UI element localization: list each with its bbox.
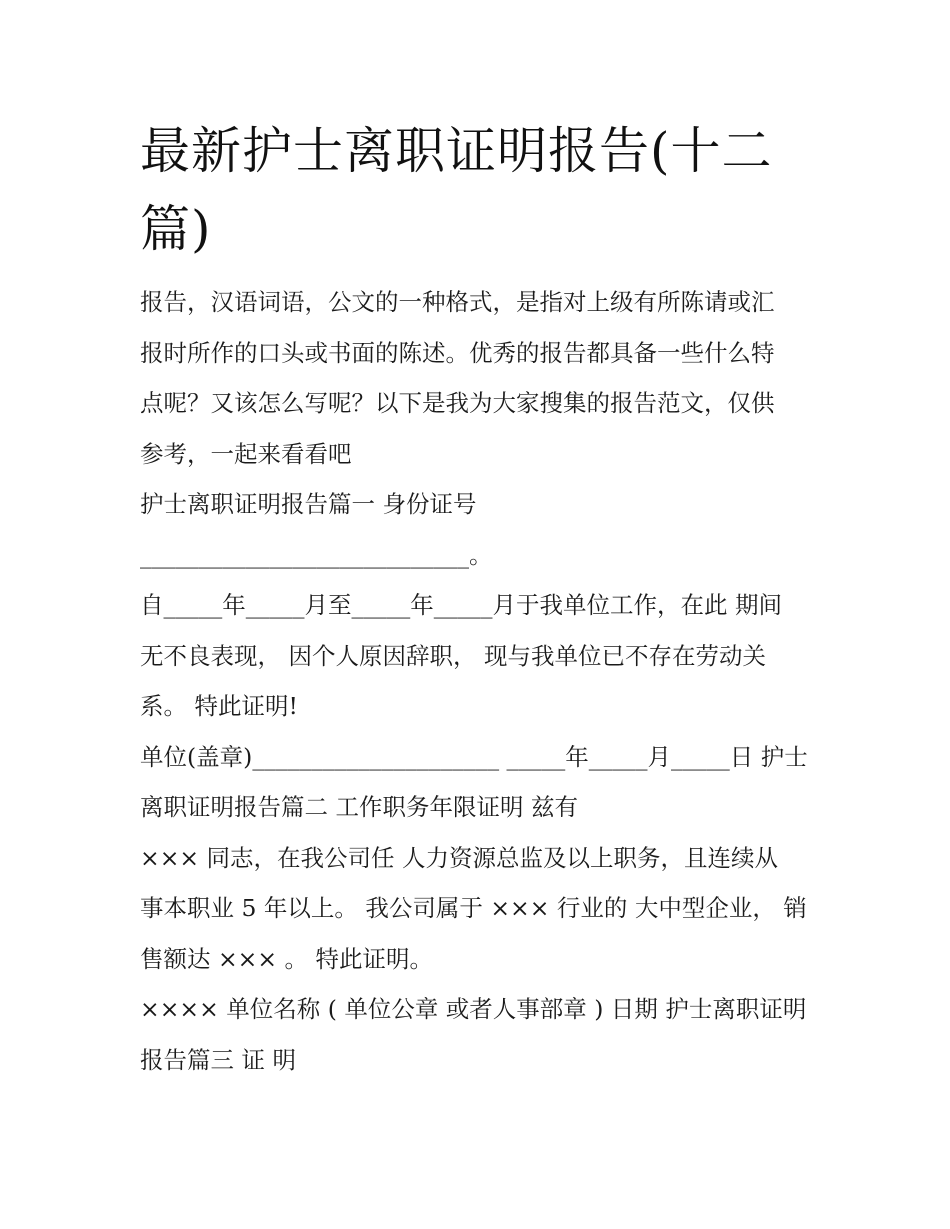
signature-line: 单位(盖章)_____________________ _____年_____月_____日 护士 bbox=[140, 742, 808, 771]
document-body bbox=[140, 277, 816, 1085]
section-heading-1: 护士离职证明报告篇一 身份证号 bbox=[140, 490, 477, 518]
document-title bbox=[140, 112, 820, 268]
id-number-blank: ____________________________。 bbox=[140, 540, 493, 569]
body-line-3: 点呢？又该怎么写呢？以下是我为大家搜集的报告范文，仅供 bbox=[140, 389, 775, 417]
body-line-7: 自_____年_____月至_____年_____月于我单位工作，在此 期间 bbox=[140, 591, 782, 619]
body-line-1: 报告，汉语词语，公文的一种格式，是指对上级有所陈请或汇 bbox=[140, 288, 775, 316]
body-line-8: 无不良表现， 因个人原因辞职， 现与我单位已不存在劳动关 bbox=[140, 641, 766, 670]
title-line-1: 最新护士离职证明报告(十二 bbox=[140, 122, 773, 180]
body-line-12: ××× 同志，在我公司任 人力资源总监及以上职务，且连续从 bbox=[140, 843, 779, 872]
body-line-14: 售额达 ××× 。 特此证明。 bbox=[140, 944, 433, 973]
body-line-2: 报时所作的口头或书面的陈述。优秀的报告都具备一些什么特 bbox=[140, 338, 775, 367]
section-heading-2: 离职证明报告篇二 工作职务年限证明 兹有 bbox=[140, 793, 578, 821]
body-line-13: 事本职业 5 年以上。 我公司属于 ××× 行业的 大中型企业， 销 bbox=[140, 894, 807, 922]
title-line-2: 篇) bbox=[140, 200, 212, 258]
body-line-15: ×××× 单位名称 ( 单位公章 或者人事部章 ) 日期 护士离职证明 bbox=[140, 995, 807, 1023]
body-line-4: 参考，一起来看看吧 bbox=[140, 439, 352, 468]
body-line-9: 系。 特此证明! bbox=[140, 692, 298, 720]
section-heading-3: 报告篇三 证 明 bbox=[140, 1045, 296, 1074]
